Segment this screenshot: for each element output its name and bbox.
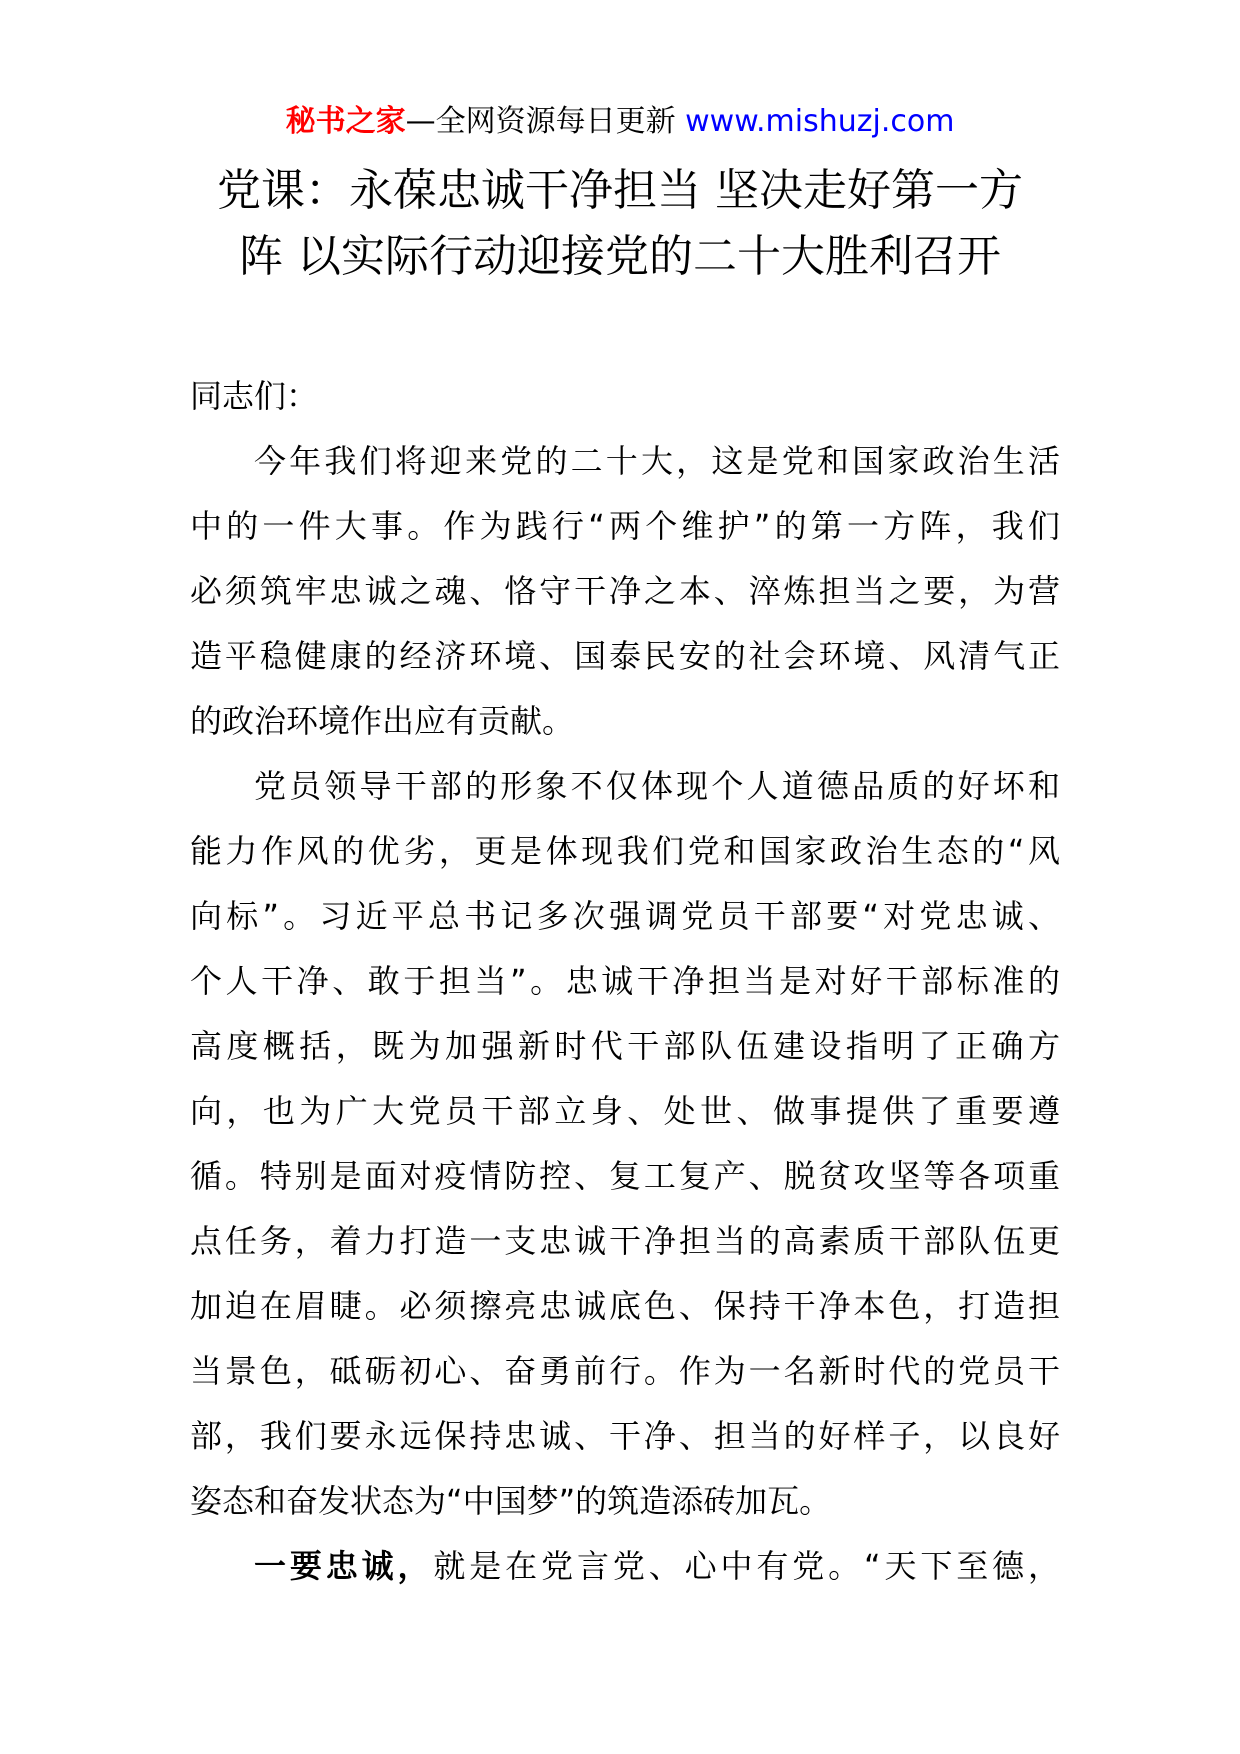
site-url-link[interactable]: www.mishuzj.com	[685, 104, 955, 139]
document-body	[190, 364, 1060, 1599]
paragraph-2-line-3: 向标”。习近平总书记多次强调党员干部要“对党忠诚、	[190, 897, 1060, 935]
site-name: 秘书之家	[285, 104, 406, 139]
site-tagline: —全网资源每日更新	[405, 104, 676, 139]
paragraph-1-line-3: 必须筑牢忠诚之魂、恪守干净之本、淬炼担当之要，为营	[190, 572, 1060, 610]
title-line-2: 阵 以实际行动迎接党的二十大胜利召开	[239, 231, 1001, 282]
paragraph-1-line-2: 中的一件大事。作为践行“两个维护”的第一方阵，我们	[190, 507, 1060, 545]
paragraph-3	[190, 1534, 1060, 1599]
paragraph-1-line-1: 今年我们将迎来党的二十大，这是党和国家政治生活	[254, 442, 1060, 480]
paragraph-3-text: 就是在党言党、心中有党。“天下至德，	[433, 1547, 1060, 1585]
paragraph-3-line-1	[190, 1534, 1060, 1599]
paragraph-2-line-8: 点任务，着力打造一支忠诚干净担当的高素质干部队伍更	[190, 1222, 1060, 1260]
paragraph-2-line-9: 加迫在眉睫。必须擦亮忠诚底色、保持干净本色，打造担	[190, 1287, 1060, 1325]
site-header	[0, 102, 1240, 142]
paragraph-2-line-6: 向，也为广大党员干部立身、处世、做事提供了重要遵	[190, 1092, 1060, 1130]
paragraph-2-line-10: 当景色，砥砺初心、奋勇前行。作为一名新时代的党员干	[190, 1352, 1060, 1390]
title-line-1: 党课：永葆忠诚干净担当 坚决走好第一方	[217, 165, 1023, 216]
paragraph-1-line-4: 造平稳健康的经济环境、国泰民安的社会环境、风清气正	[190, 637, 1060, 675]
paragraph-1	[190, 429, 1060, 754]
paragraph-2-line-5: 高度概括，既为加强新时代干部队伍建设指明了正确方	[190, 1027, 1060, 1065]
paragraph-2-line-12: 姿态和奋发状态为“中国梦”的筑造添砖加瓦。	[190, 1482, 832, 1520]
paragraph-2-line-7: 循。特别是面对疫情防控、复工复产、脱贫攻坚等各项重	[190, 1157, 1060, 1195]
paragraph-1-line-5: 的政治环境作出应有贡献。	[190, 702, 575, 740]
paragraph-2	[190, 754, 1060, 1534]
salutation: 同志们：	[190, 377, 319, 415]
paragraph-2-line-11: 部，我们要永远保持忠诚、干净、担当的好样子，以良好	[190, 1417, 1060, 1455]
paragraph-2-line-1: 党员领导干部的形象不仅体现个人道德品质的好坏和	[254, 767, 1060, 805]
paragraph-3-bold-lead: 一要忠诚，	[254, 1547, 434, 1585]
paragraph-2-line-2: 能力作风的优劣，更是体现我们党和国家政治生态的“风	[190, 832, 1060, 870]
paragraph-2-line-4: 个人干净、敢于担当”。忠诚干净担当是对好干部标准的	[190, 962, 1060, 1000]
document-title	[170, 158, 1070, 290]
